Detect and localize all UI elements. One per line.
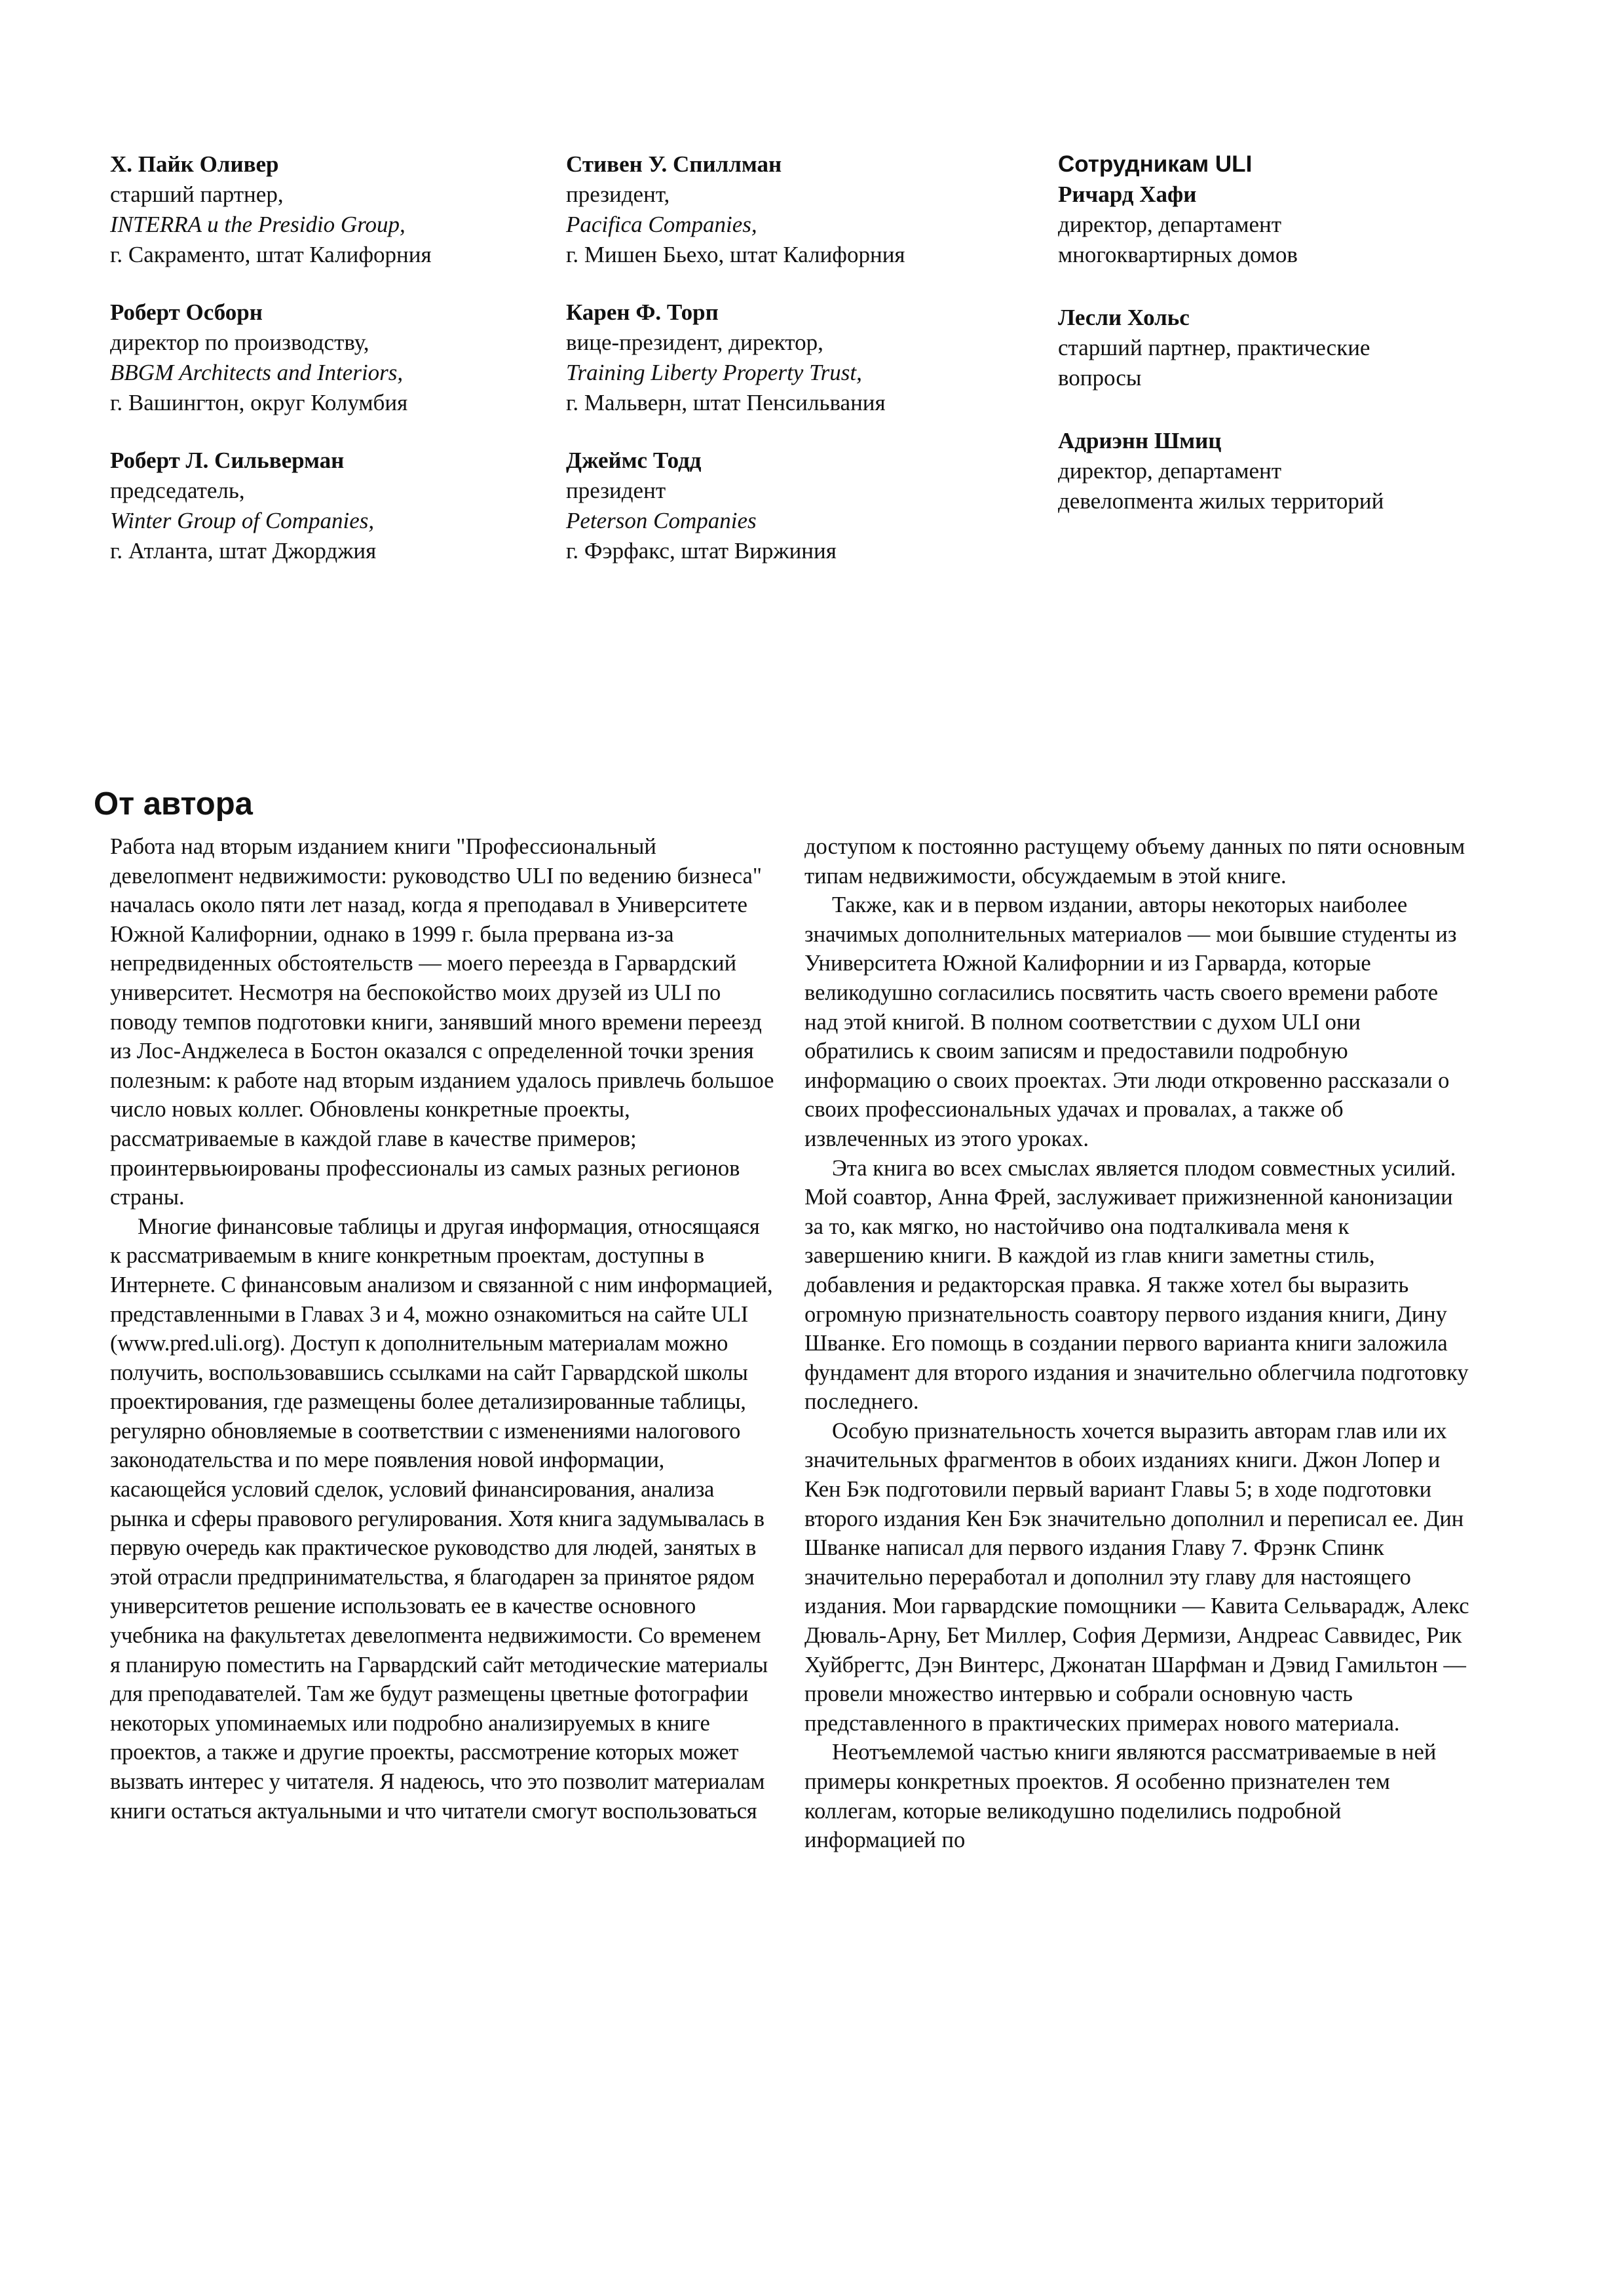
credit-location: г. Мишен Бьехо, штат Калифорния: [566, 242, 905, 267]
credit-name: Роберт Осборн: [110, 299, 263, 325]
credit-location: г. Вашингтон, округ Колумбия: [110, 390, 408, 415]
credits-column-1: [110, 149, 529, 594]
body-paragraph: Многие финансовые таблицы и другая информация, относящаяся к рассматриваемым в книге конкретным проектам, доступны в Интернете. С финансовым анализом и связанной с ним информацией, представленными в Главах 3 и 4, можно ознакомиться на сайте ULI (www.pred.uli.org). Доступ к дополнительным материалам можно получить, воспользовавшись ссылками на сайт Гарвардской школы проектирования, где размещены более детализированные таблицы, регулярно обновляемые в соответствии с изменениями налогового законодательства и по мере появления новой информации, касающейся условий сделок, условий финансирования, анализа рынка и сферы правового регулирования. Хотя книга задумывалась в первую очередь как практическое руководство для людей, занятых в этой отрасли предпринимательства, я благодарен за принятое рядом университетов решение использовать ее в качестве основного учебника на факультетах девелопмента недвижимости. Со временем я планирую поместить на Гарвардский сайт методические материалы для преподавателей. Там же будут размещены цветные фотографии некоторых упоминаемых или подробно анализируемых в книге проектов, а также и другие проекты, рассмотрение которых может вызвать интерес у читателя. Я надеюсь, что это позволит материалам книги остаться актуальными и что читатели смогут воспользоваться: [110, 1214, 773, 1824]
credit-organization: Peterson Companies: [566, 508, 757, 533]
credit-role: вопросы: [1058, 365, 1142, 391]
section-title: От автора: [94, 786, 253, 822]
credit-location: г. Атланта, штат Джорджия: [110, 538, 377, 564]
credit-organization: Pacifica Companies,: [566, 212, 757, 237]
credit-location: г. Мальверн, штат Пенсильвания: [566, 390, 886, 415]
credit-role: вице-президент, директор,: [566, 330, 823, 355]
body-paragraph: Неотъемлемой частью книги являются рассматриваемые в ней примеры конкретных проектов. Я особенно признателен тем коллегам, которые великодушно поделились подробной информацией по: [804, 1740, 1437, 1853]
credit-entry: [566, 297, 1038, 418]
credit-entry: [566, 149, 1038, 270]
credit-entry: [1058, 303, 1517, 393]
body-paragraph: Эта книга во всех смыслах является плодом совместных усилий. Мой соавтор, Анна Фрей, заслуживает прижизненной канонизации за то, как мягко, но настойчиво она подталкивала меня к завершению книги. В каждой из глав книги заметны стиль, добавления и редакторская правка. Я также хотел бы выразить огромную признательность соавтору первого издания книги, Дину Шванке. Его помощь в создании первого варианта книги заложила фундамент для второго издания и значительно облегчила подготовку последнего.: [804, 1155, 1469, 1415]
credit-name: Роберт Л. Сильверман: [110, 448, 345, 473]
body-column-left: [110, 832, 775, 1826]
credit-role: директор, департамент: [1058, 458, 1282, 484]
credit-name: Джеймс Тодд: [566, 448, 702, 473]
credit-name: Адриэнн Шмиц: [1058, 428, 1222, 453]
credits-column-3: [1058, 149, 1517, 549]
credit-organization: INTERRA и the Presidio Group,: [110, 212, 406, 237]
credit-role: многоквартирных домов: [1058, 242, 1298, 267]
credit-entry: [1058, 426, 1517, 516]
credit-role: председатель,: [110, 478, 245, 503]
credit-organization: BBGM Architects and Interiors,: [110, 360, 404, 385]
credit-role: старший партнер, практические: [1058, 335, 1370, 360]
body-paragraph: Работа над вторым изданием книги "Профессиональный девелопмент недвижимости: руководство ULI по ведению бизнеса" началась около пяти лет назад, когда я преподавал в Университете Южной Калифорнии, однако в 1999 г. была прервана из-за непредвиденных обстоятельств — моего переезда в Гарвардский университет. Несмотря на беспокойство моих друзей из ULI по поводу темпов подготовки книги, занявший много времени переезд из Лос-Анджелеса в Бостон оказался с определенной точки зрения полезным: к работе над вторым изданием удалось привлечь большое число новых коллег. Обновлены конкретные проекты, рассматриваемые в каждой главе в качестве примеров; проинтервьюированы профессионалы из самых разных регионов страны.: [110, 834, 774, 1210]
uli-staff-heading: Сотрудникам ULI: [1058, 151, 1253, 177]
credit-name: Х. Пайк Оливер: [110, 151, 279, 177]
credit-location: г. Фэрфакс, штат Виржиния: [566, 538, 837, 564]
credit-name: Стивен У. Спиллман: [566, 151, 782, 177]
credit-role: директор, департамент: [1058, 212, 1282, 237]
credit-role: президент: [566, 478, 666, 503]
acknowledgement-credits: [110, 149, 1512, 608]
credit-name: Карен Ф. Торп: [566, 299, 719, 325]
credit-organization: Winter Group of Companies,: [110, 508, 375, 533]
body-paragraph: Также, как и в первом издании, авторы некоторых наиболее значимых дополнительных материалов — мои бывшие студенты из Университета Южной Калифорнии и из Гарварда, которые великодушно согласились посвятить часть своего времени работе над этой книгой. В полном соответствии с духом ULI они обратились к своим записям и предоставили подробную информацию о своих проектах. Эти люди откровенно рассказали о своих профессиональных удачах и провалах, а также об извлеченных из этого уроках.: [804, 892, 1457, 1151]
credit-role: старший партнер,: [110, 182, 284, 207]
credit-organization: Training Liberty Property Trust,: [566, 360, 862, 385]
credit-entry: [110, 297, 529, 418]
credit-role: девелопмента жилых территорий: [1058, 488, 1384, 514]
credit-entry: [110, 149, 529, 270]
credits-column-2: [566, 149, 1038, 594]
body-paragraph: доступом к постоянно растущему объему данных по пяти основным типам недвижимости, обсуждаемым в этой книге.: [804, 834, 1465, 889]
credit-location: г. Сакраменто, штат Калифорния: [110, 242, 432, 267]
body-paragraph: Особую признательность хочется выразить авторам глав или их значительных фрагментов в обоих изданиях книги. Джон Лопер и Кен Бэк подготовили первый вариант Главы 5; в ходе подготовки второго издания Кен Бэк значительно дополнил и переписал ее. Дин Шванке написал для первого издания Главу 7. Фрэнк Спинк значительно переработал и дополнил эту главу для настоящего издания. Мои гарвардские помощники — Кавита Сельварадж, Алекс Дюваль-Арну, Бет Миллер, София Дермизи, Андреас Саввидес, Рик Хуйбрегтс, Дэн Винтерс, Джонатан Шарфман и Дэвид Гамильтон — провели множество интервью и собрали основную часть представленного в практических примерах нового материала.: [804, 1418, 1469, 1736]
body-column-right: [804, 832, 1469, 1855]
credit-entry: [110, 446, 529, 566]
credit-name: Лесли Хольс: [1058, 305, 1190, 330]
credit-role: президент,: [566, 182, 670, 207]
credit-role: директор по производству,: [110, 330, 369, 355]
credit-name: Ричард Хафи: [1058, 182, 1197, 207]
credit-entry: [566, 446, 1038, 566]
credit-entry: [1058, 149, 1517, 270]
